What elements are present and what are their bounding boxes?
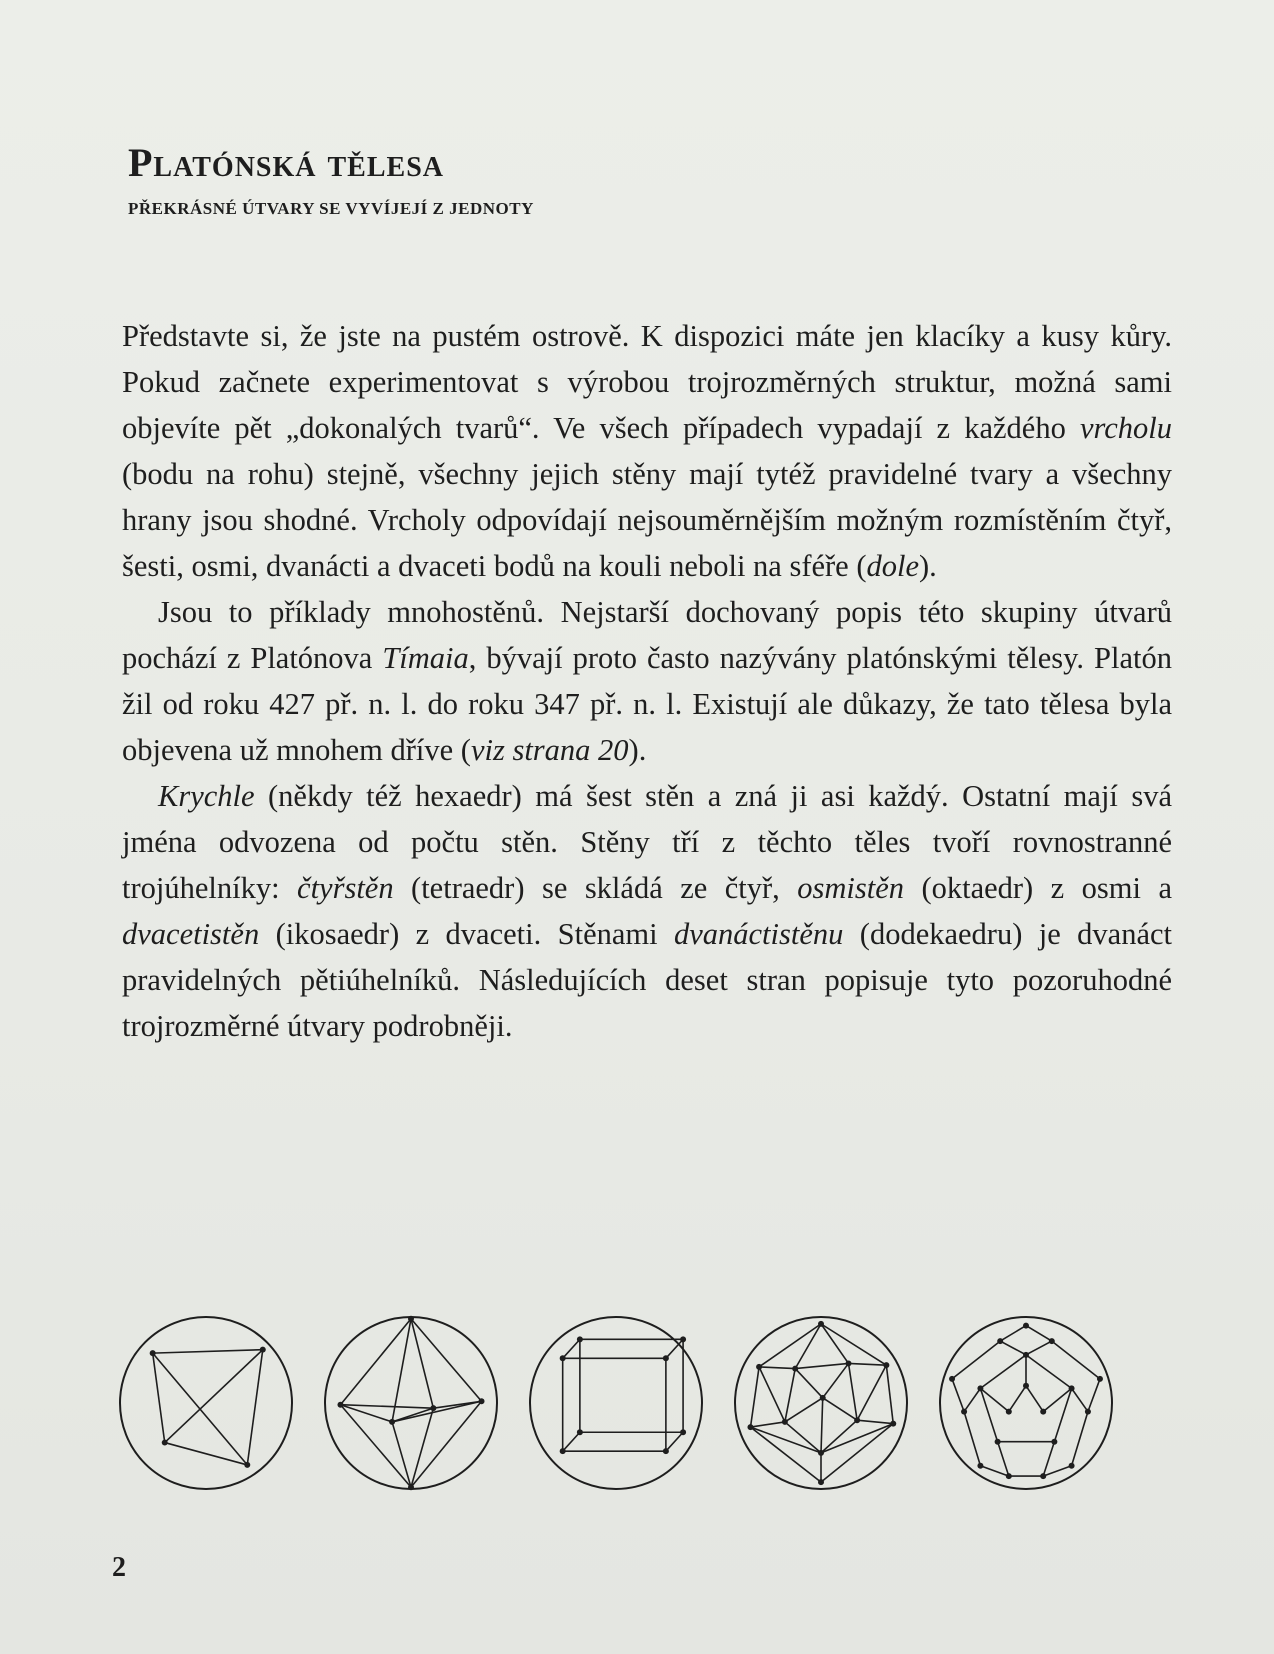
vertex-dot: [260, 1347, 266, 1353]
paragraph: [122, 589, 1172, 773]
edge-line: [1026, 1355, 1072, 1389]
edge-line: [821, 1424, 893, 1453]
edge-line: [821, 1398, 823, 1453]
vertex-dot: [1051, 1439, 1057, 1445]
edge-line: [1043, 1442, 1054, 1476]
paragraph: [122, 313, 1172, 589]
vertex-dot: [1097, 1376, 1103, 1382]
emphasized-term: dvacetistěn: [122, 917, 260, 951]
platonic-solids-illustration: [118, 1310, 1178, 1500]
emphasized-term: osmistěn: [797, 871, 904, 905]
edge-line: [563, 1432, 580, 1451]
emphasized-term: Krychle: [158, 779, 255, 813]
vertex-dot: [408, 1316, 414, 1322]
vertex-dot: [337, 1402, 343, 1408]
text-run: (ikosaedr) z dvaceti. Stěnami: [259, 917, 674, 951]
cube-figure: [530, 1317, 702, 1489]
edge-line: [563, 1339, 580, 1358]
edge-line: [785, 1398, 823, 1422]
vertex-dot: [408, 1484, 414, 1490]
vertex-dot: [818, 1321, 824, 1327]
vertex-dot: [782, 1419, 788, 1425]
edge-line: [857, 1365, 886, 1420]
vertex-dot: [977, 1385, 983, 1391]
edge-line: [823, 1363, 849, 1397]
vertex-dot: [1006, 1409, 1012, 1415]
vertex-dot: [820, 1395, 826, 1401]
edge-line: [153, 1353, 165, 1442]
edge-line: [849, 1363, 858, 1420]
vertex-dot: [1049, 1338, 1055, 1344]
edge-line: [980, 1355, 1026, 1389]
text-run: ).: [919, 549, 937, 583]
chapter-heading: [128, 140, 534, 220]
page-number: 2: [112, 1552, 126, 1583]
edge-line: [1043, 1466, 1071, 1476]
edge-line: [821, 1324, 886, 1365]
vertex-dot: [1023, 1323, 1029, 1329]
edge-line: [1026, 1326, 1052, 1341]
vertex-dot: [818, 1479, 824, 1485]
vertex-dot: [977, 1463, 983, 1469]
text-run: (někdy též hexaedr) má šest stěn a zná ji asi každý. Ostatní mají svá jména odvozena od počtu stěn. Stěny tří z těchto těles tvoří rovnostranné trojúhelníky:: [122, 779, 1172, 905]
emphasized-term: dvanáctistěnu: [673, 917, 844, 951]
vertex-dot: [854, 1417, 860, 1423]
edge-line: [823, 1398, 857, 1420]
edge-line: [849, 1363, 887, 1365]
edge-line: [1088, 1379, 1100, 1412]
edge-line: [964, 1388, 980, 1411]
sphere-circle: [530, 1317, 702, 1489]
edge-line: [795, 1324, 821, 1369]
edge-line: [165, 1443, 248, 1465]
vertex-dot: [792, 1366, 798, 1372]
edge-line: [998, 1442, 1009, 1476]
dodecahedron-figure: [940, 1317, 1112, 1489]
text-run: Představte si, že jste na pustém ostrově. K dispozici máte jen klacíky a kusy kůry. Pokud začnete experimentovat s výrobou trojrozměrných struktur, možná sami objevíte pět „dokonalých tvarů“. Ve všech případech vypadají z každého: [122, 319, 1172, 445]
emphasized-term: čtyřstěn: [297, 871, 394, 905]
vertex-dot: [1040, 1473, 1046, 1479]
vertex-dot: [663, 1448, 669, 1454]
octahedron-figure: [325, 1316, 497, 1491]
vertex-dot: [756, 1364, 762, 1370]
edge-line: [1072, 1388, 1088, 1411]
vertex-dot: [479, 1398, 485, 1404]
edge-line: [1026, 1341, 1052, 1355]
edge-line: [795, 1369, 823, 1398]
vertex-dot: [680, 1336, 686, 1342]
icosahedron-figure: [735, 1317, 907, 1489]
emphasized-term: viz strana 20: [470, 733, 629, 767]
edge-line: [857, 1420, 893, 1423]
vertex-dot: [890, 1421, 896, 1427]
text-run: , bývají proto často nazývány platónskými tělesy. Platón žil od roku 427 př. n. l. do roku 347 př. n. l. Existují ale důkazy, že tato tělesa byla objevena už mnohem dříve (: [122, 641, 1172, 767]
vertex-dot: [949, 1376, 955, 1382]
vertex-dot: [1023, 1352, 1029, 1358]
vertex-dot: [162, 1440, 168, 1446]
vertex-dot: [577, 1429, 583, 1435]
vertex-dot: [1085, 1409, 1091, 1415]
emphasized-term: dole: [866, 549, 920, 583]
edge-line: [795, 1363, 848, 1368]
vertex-dot: [997, 1338, 1003, 1344]
edge-line: [980, 1466, 1008, 1476]
vertex-dot: [1069, 1463, 1075, 1469]
vertex-dot: [1006, 1473, 1012, 1479]
text-run: (bodu na rohu) stejně, všechny jejich stěny mají tytéž pravidelné tvary a všechny hrany jsou shodné. Vrcholy odpovídají nejsouměrnějším možným rozmístěním čtyř, šesti, osmi, dvanácti a dvaceti bodů na kouli neboli na sféře (: [122, 457, 1172, 583]
vertex-dot: [747, 1424, 753, 1430]
vertex-dot: [680, 1429, 686, 1435]
edge-line: [759, 1367, 785, 1422]
edge-line: [1052, 1341, 1100, 1379]
edge-line: [964, 1412, 980, 1466]
emphasized-term: Tímaia: [382, 641, 469, 675]
edge-line: [666, 1432, 683, 1451]
edge-line: [165, 1350, 263, 1443]
edge-line: [821, 1324, 849, 1364]
paragraph: [122, 773, 1172, 1049]
vertex-dot: [1069, 1385, 1075, 1391]
vertex-dot: [577, 1336, 583, 1342]
text-run: ).: [628, 733, 647, 767]
vertex-dot: [389, 1419, 395, 1425]
edge-line: [1000, 1326, 1026, 1341]
edge-line: [340, 1405, 433, 1408]
text-run: (dodekaedru) je dvanáct pravidelných pětiúhelníků. Následujících deset stran popisuje tyto pozoruhodné trojrozměrné útvary podrobněji.: [122, 917, 1172, 1043]
edge-line: [1000, 1341, 1026, 1355]
vertex-dot: [150, 1350, 156, 1356]
edge-line: [666, 1339, 683, 1358]
edge-line: [153, 1350, 263, 1353]
sphere-circle: [940, 1317, 1112, 1489]
edge-line: [411, 1408, 433, 1487]
edge-line: [785, 1422, 821, 1453]
edge-line: [392, 1422, 411, 1487]
vertex-dot: [846, 1360, 852, 1366]
edge-line: [411, 1401, 482, 1487]
vertex-dot: [663, 1355, 669, 1361]
text-run: (tetraedr) se skládá ze čtyř,: [393, 871, 798, 905]
edge-line: [1072, 1412, 1088, 1466]
chapter-subtitle: PŘEKRÁSNÉ ÚTVARY SE VYVÍJEJÍ Z JEDNOTY: [128, 199, 534, 218]
text-run: (oktaedr) z osmi a: [903, 871, 1172, 905]
vertex-dot: [1023, 1383, 1029, 1389]
emphasized-term: vrcholu: [1079, 411, 1172, 445]
text-run: Jsou to příklady mnohostěnů. Nejstarší dochovaný popis této skupiny útvarů pochází z Platónova: [122, 595, 1172, 675]
edge-line: [750, 1427, 821, 1453]
edge-line: [952, 1379, 964, 1412]
edge-line: [785, 1369, 795, 1422]
body-text: [122, 313, 1172, 1049]
edge-line: [247, 1350, 262, 1465]
tetrahedron-figure: [120, 1317, 292, 1489]
edge-line: [1026, 1386, 1043, 1412]
edge-line: [750, 1367, 759, 1427]
vertex-dot: [818, 1450, 824, 1456]
edge-line: [750, 1427, 821, 1482]
vertex-dot: [961, 1409, 967, 1415]
edge-line: [759, 1367, 795, 1369]
edge-line: [952, 1341, 1000, 1379]
edge-line: [1009, 1386, 1026, 1412]
vertex-dot: [1040, 1409, 1046, 1415]
edge-line: [750, 1422, 784, 1427]
edge-line: [821, 1424, 893, 1482]
vertex-dot: [560, 1448, 566, 1454]
vertex-dot: [430, 1405, 436, 1411]
vertex-dot: [883, 1362, 889, 1368]
vertex-dot: [560, 1355, 566, 1361]
platonic-solids-figures: [118, 1310, 1178, 1500]
chapter-title: Platónská tělesa: [128, 140, 444, 185]
vertex-dot: [244, 1462, 250, 1468]
edge-line: [886, 1365, 893, 1423]
edge-line: [759, 1324, 821, 1367]
edge-line: [821, 1420, 857, 1453]
edge-line: [340, 1319, 411, 1405]
vertex-dot: [995, 1439, 1001, 1445]
